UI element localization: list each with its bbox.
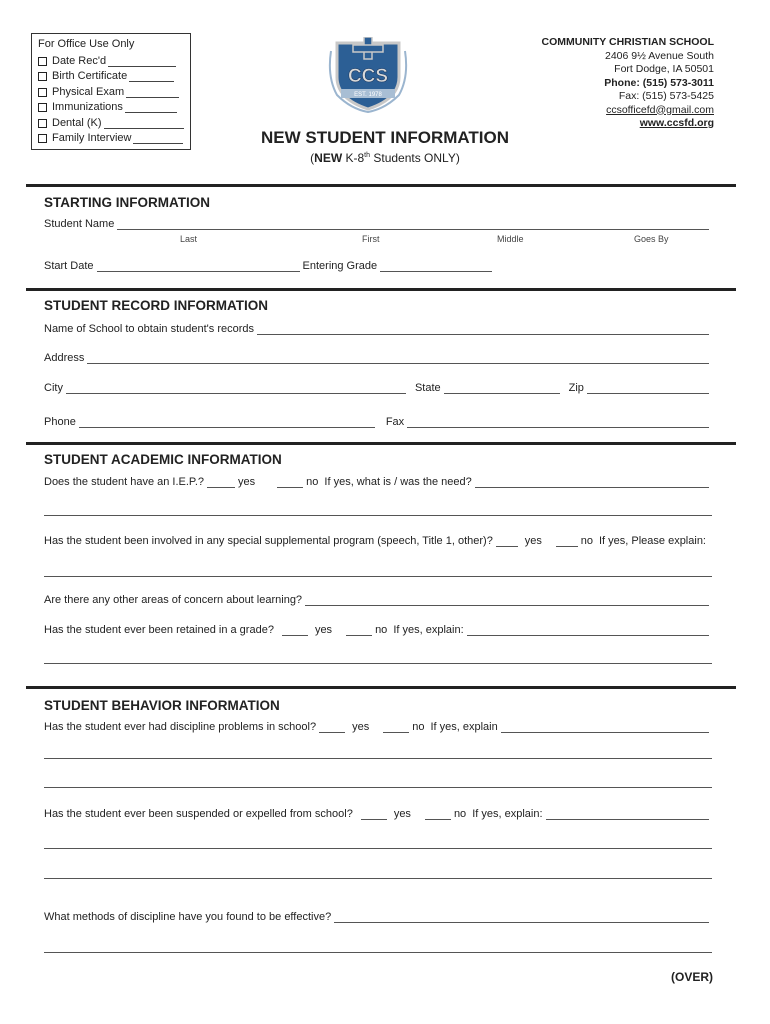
form-subtitle: (NEW K-8th Students ONLY)	[310, 151, 460, 165]
iep-field[interactable]: Does the student have an I.E.P.? yes no If yes, what is / was the need?	[44, 476, 712, 488]
divider	[26, 686, 736, 689]
checkbox[interactable]	[38, 88, 47, 97]
section-academic: STUDENT ACADEMIC INFORMATION	[44, 452, 282, 467]
office-item-family[interactable]: Family Interview	[38, 131, 190, 147]
city-state-zip-field[interactable]: City State Zip	[44, 382, 712, 394]
checkbox[interactable]	[38, 57, 47, 66]
start-date-field[interactable]: Start Date Entering Grade	[44, 260, 495, 272]
answer-line[interactable]	[44, 758, 712, 759]
address-field[interactable]: Address	[44, 352, 712, 364]
suspended-field[interactable]: Has the student ever been suspended or expelled from school? yes no If yes, explain:	[44, 808, 712, 820]
svg-text:CCS: CCS	[347, 66, 389, 87]
goes-by-label: Goes By	[634, 234, 669, 244]
school-contact	[542, 36, 714, 131]
school-email[interactable]: ccsofficefd@gmail.com	[606, 103, 714, 116]
divider	[26, 442, 736, 445]
school-address-1: 2406 9½ Avenue South	[605, 49, 714, 62]
over-label: (OVER)	[671, 970, 713, 984]
answer-line[interactable]	[44, 663, 712, 664]
checkbox[interactable]	[38, 119, 47, 128]
answer-line[interactable]	[44, 878, 712, 879]
methods-field[interactable]: What methods of discipline have you found to be effective?	[44, 911, 712, 923]
office-item-immunizations[interactable]: Immunizations	[38, 100, 190, 116]
checkbox[interactable]	[38, 72, 47, 81]
school-phone: Phone: (515) 573-3011	[604, 76, 714, 89]
section-behavior: STUDENT BEHAVIOR INFORMATION	[44, 698, 280, 713]
school-name: COMMUNITY CHRISTIAN SCHOOL	[541, 36, 714, 48]
school-website[interactable]: www.ccsfd.org	[639, 117, 714, 129]
middle-label: Middle	[497, 234, 524, 244]
answer-line[interactable]	[44, 576, 712, 577]
checkbox[interactable]	[38, 103, 47, 112]
school-fax: Fax: (515) 573-5425	[618, 90, 714, 102]
retained-field[interactable]: Has the student ever been retained in a grade? yes no If yes, explain:	[44, 624, 712, 636]
school-address-2: Fort Dodge, IA 50501	[614, 63, 714, 75]
school-logo	[323, 37, 413, 113]
answer-line[interactable]	[44, 952, 712, 953]
office-item-birth[interactable]: Birth Certificate	[38, 69, 190, 85]
answer-line[interactable]	[44, 848, 712, 849]
student-name-field[interactable]: Student Name	[44, 218, 712, 230]
divider	[26, 288, 736, 291]
program-field[interactable]: Has the student been involved in any special supplemental program (speech, Title 1, other)? yes no If yes, Please explain:	[44, 535, 706, 547]
concern-field[interactable]: Are there any other areas of concern about learning?	[44, 594, 712, 606]
office-use-title: For Office Use Only	[38, 38, 135, 50]
answer-line[interactable]	[44, 515, 712, 516]
divider	[26, 184, 736, 187]
first-label: First	[362, 234, 380, 244]
section-starting: STARTING INFORMATION	[44, 195, 210, 210]
ccs-shield-icon	[323, 37, 413, 113]
office-item-dental[interactable]: Dental (K)	[38, 116, 190, 132]
answer-line[interactable]	[44, 787, 712, 788]
phone-fax-field[interactable]: Phone Fax	[44, 416, 712, 428]
school-records-field[interactable]: Name of School to obtain student's records	[44, 323, 712, 335]
last-label: Last	[180, 234, 198, 244]
section-record: STUDENT RECORD INFORMATION	[44, 298, 268, 313]
office-item-date[interactable]: Date Rec'd	[38, 54, 190, 70]
discipline-field[interactable]: Has the student ever had discipline problems in school? yes no If yes, explain	[44, 721, 712, 733]
office-item-physical[interactable]: Physical Exam	[38, 85, 190, 101]
svg-text:EST. 1978: EST. 1978	[354, 92, 382, 98]
form-title: NEW STUDENT INFORMATION	[260, 128, 510, 147]
